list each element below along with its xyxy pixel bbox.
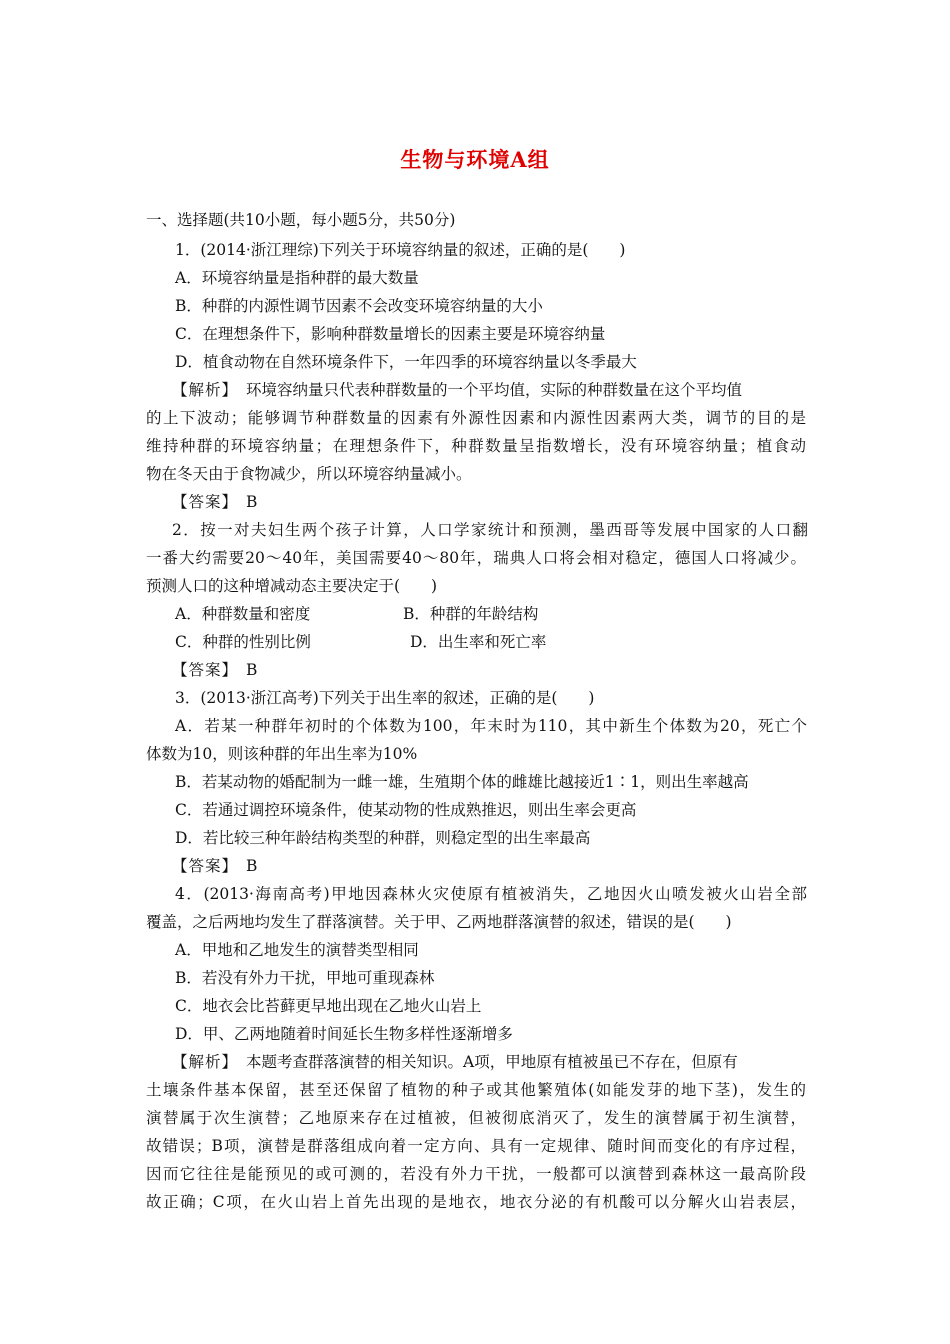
q1-option-c: C．在理想条件下，影响种群数量增长的因素主要是环境容纳量 bbox=[175, 325, 606, 343]
q2-option-b: B．种群的年龄结构 bbox=[403, 605, 539, 623]
q4-analysis-line: 故正确；C项，在火山岩上首先出现的是地衣，地衣分泌的有机酸可以分解火山岩表层， bbox=[146, 1193, 806, 1211]
q4-stem-line: 覆盖，之后两地均发生了群落演替。关于甲、乙两地群落演替的叙述，错误的是( ) bbox=[146, 913, 732, 931]
q2-option-a: A．种群数量和密度 bbox=[175, 605, 311, 623]
q4-option-c: C．地衣会比苔藓更早地出现在乙地火山岩上 bbox=[175, 997, 482, 1015]
q2-stem-line: 预测人口的这种增减动态主要决定于( ) bbox=[146, 577, 438, 595]
q2-option-d: D．出生率和死亡率 bbox=[410, 633, 547, 651]
q3-answer bbox=[172, 856, 257, 876]
q4-option-d: D．甲、乙两地随着时间延长生物多样性逐渐增多 bbox=[175, 1025, 513, 1043]
q2-stem-line: 一番大约需要20～40年，美国需要40～80年，瑞典人口将会相对稳定，德国人口将减少。 bbox=[146, 549, 806, 567]
q1-analysis-text: 环境容纳量只代表种群数量的一个平均值，实际的种群数量在这个平均值 bbox=[246, 381, 743, 399]
q3-option-c: C．若通过调控环境条件，使某动物的性成熟推迟，则出生率会更高 bbox=[175, 801, 637, 819]
q4-analysis-text: 本题考查群落演替的相关知识。A项，甲地原有植被虽已不存在，但原有 bbox=[246, 1053, 738, 1071]
q2-answer bbox=[172, 660, 257, 680]
analysis-label: 【解析】 bbox=[172, 381, 239, 399]
q1-answer bbox=[172, 492, 257, 512]
q3-option-a-cont: 体数为10，则该种群的年出生率为10% bbox=[146, 745, 418, 763]
analysis-label: 【解析】 bbox=[172, 1053, 239, 1071]
section-header: 一、选择题(共10小题，每小题5分，共50分) bbox=[146, 211, 456, 229]
q4-analysis-line: 土壤条件基本保留，甚至还保留了植物的种子或其他繁殖体(如能发芽的地下茎)，发生的 bbox=[146, 1081, 806, 1099]
q4-option-a: A．甲地和乙地发生的演替类型相同 bbox=[175, 941, 419, 959]
q1-option-b: B．种群的内源性调节因素不会改变环境容纳量的大小 bbox=[175, 297, 543, 315]
q4-stem-line: 4．(2013·海南高考)甲地因森林火灾使原有植被消失，乙地因火山喷发被火山岩全部 bbox=[175, 885, 807, 903]
q4-option-b: B．若没有外力干扰，甲地可重现森林 bbox=[175, 969, 435, 987]
answer-label: 【答案】 bbox=[172, 857, 239, 875]
q3-stem: 3．(2013·浙江高考)下列关于出生率的叙述，正确的是( ) bbox=[175, 689, 595, 707]
q1-stem: 1．(2014·浙江理综)下列关于环境容纳量的叙述，正确的是( ) bbox=[175, 241, 626, 259]
q3-option-b: B．若某动物的婚配制为一雌一雄，生殖期个体的雌雄比越接近1∶1，则出生率越高 bbox=[175, 773, 749, 791]
q1-analysis-line: 维持种群的环境容纳量；在理想条件下，种群数量呈指数增长，没有环境容纳量；植食动 bbox=[146, 437, 806, 455]
q1-analysis-line: 的上下波动；能够调节种群数量的因素有外源性因素和内源性因素两大类，调节的目的是 bbox=[146, 409, 806, 427]
answer-label: 【答案】 bbox=[172, 493, 239, 511]
q4-analysis-first-line bbox=[172, 1052, 738, 1072]
q3-answer-value: B bbox=[246, 857, 258, 875]
q1-answer-value: B bbox=[246, 493, 258, 511]
q1-option-d: D．植食动物在自然环境条件下，一年四季的环境容纳量以冬季最大 bbox=[175, 353, 637, 371]
q4-analysis-line: 因而它往往是能预见的或可测的，若没有外力干扰，一般都可以演替到森林这一最高阶段 bbox=[146, 1165, 806, 1183]
page-title: 生物与环境A组 bbox=[400, 147, 550, 172]
q1-analysis-line: 物在冬天由于食物减少，所以环境容纳量减小。 bbox=[146, 465, 472, 483]
q4-analysis-line: 演替属于次生演替；乙地原来存在过植被，但被彻底消灭了，发生的演替属于初生演替， bbox=[146, 1109, 806, 1127]
q4-analysis-line: 故错误；B项，演替是群落组成向着一定方向、具有一定规律、随时间而变化的有序过程， bbox=[146, 1137, 806, 1155]
q1-option-a: A．环境容纳量是指种群的最大数量 bbox=[175, 269, 419, 287]
q3-option-a: A．若某一种群年初时的个体数为100，年末时为110，其中新生个体数为20，死亡个 bbox=[175, 717, 807, 735]
q3-option-d: D．若比较三种年龄结构类型的种群，则稳定型的出生率最高 bbox=[175, 829, 591, 847]
q1-analysis-first-line bbox=[172, 380, 742, 400]
q2-stem-line: 2．按一对夫妇生两个孩子计算，人口学家统计和预测，墨西哥等发展中国家的人口翻 bbox=[172, 521, 808, 539]
q2-option-c: C．种群的性别比例 bbox=[175, 633, 311, 651]
q2-answer-value: B bbox=[246, 661, 258, 679]
answer-label: 【答案】 bbox=[172, 661, 239, 679]
